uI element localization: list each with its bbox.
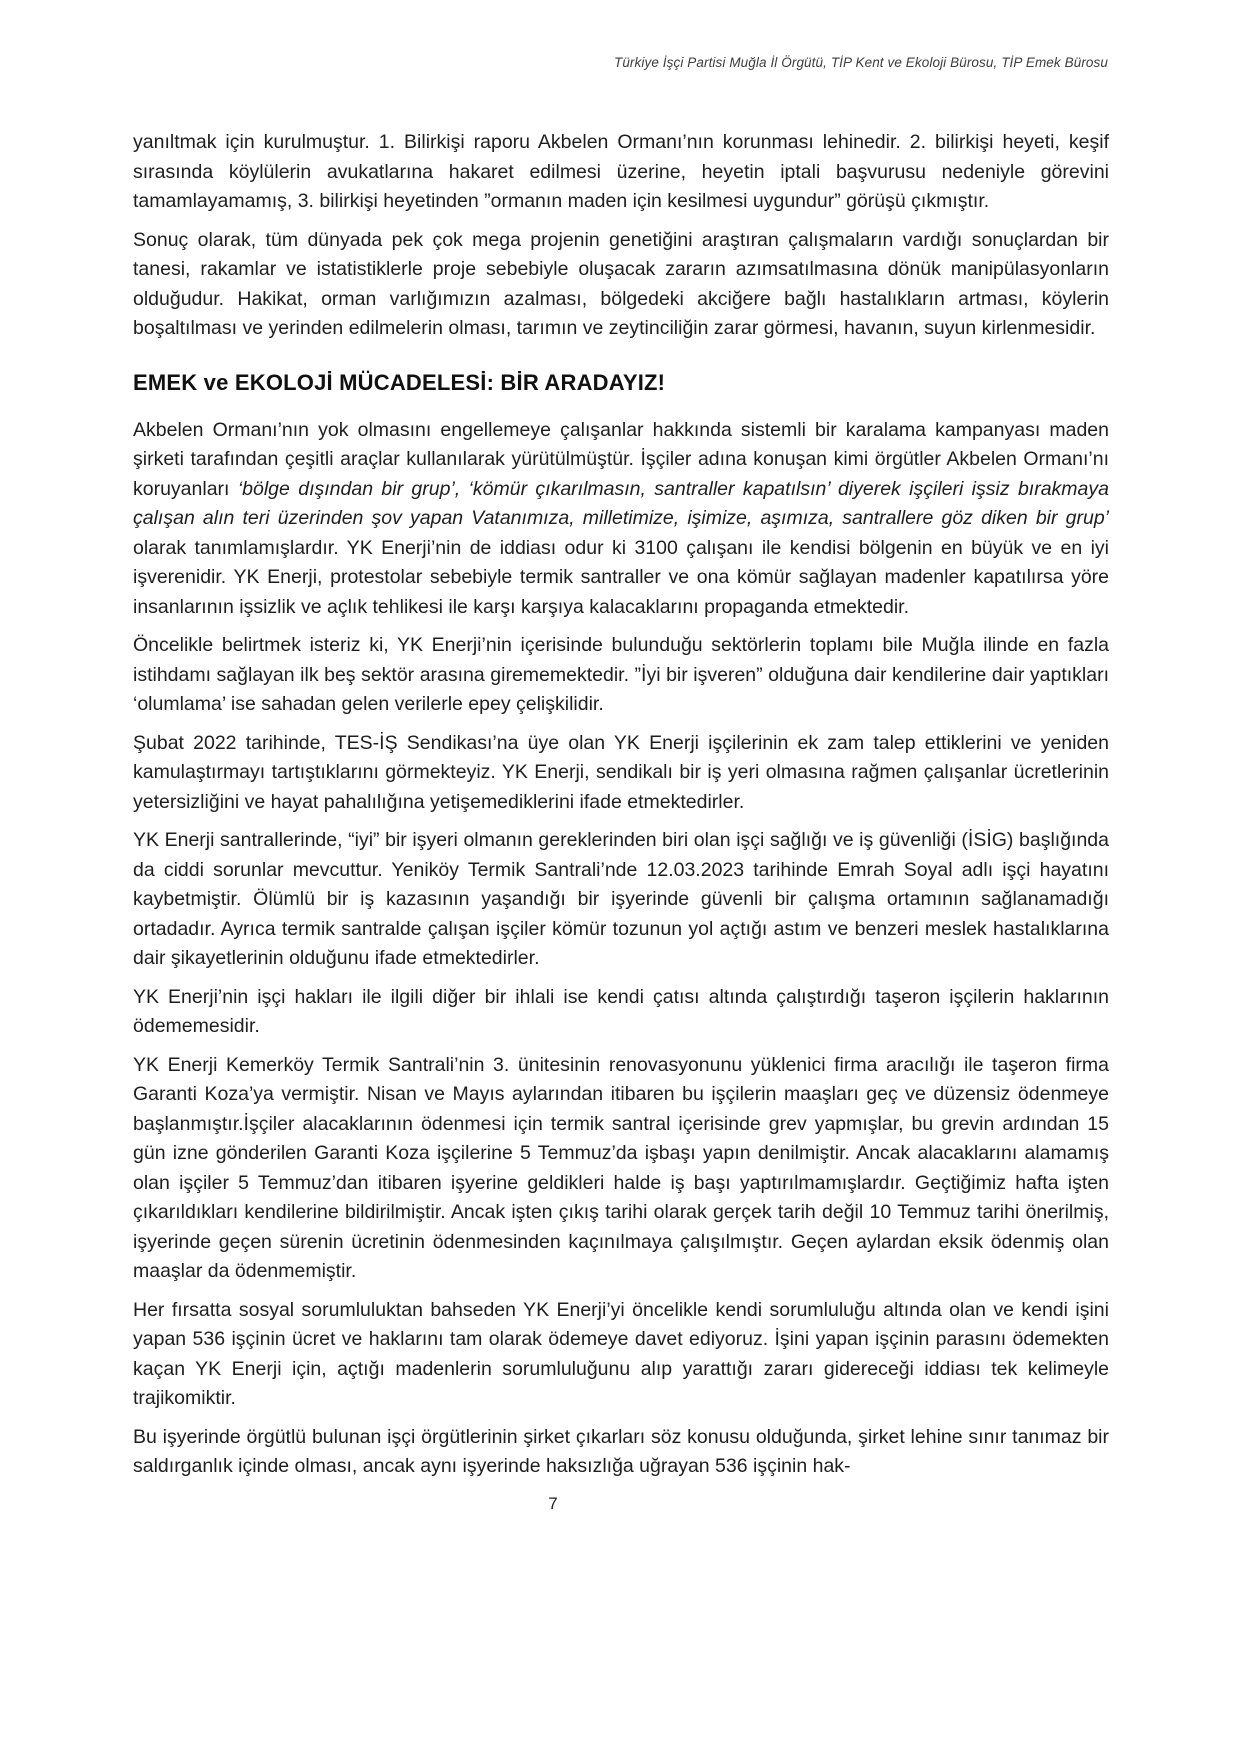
section-heading: EMEK ve EKOLOJİ MÜCADELESİ: BİR ARADAYIZ!	[133, 369, 666, 395]
paragraph	[133, 729, 1109, 818]
running-header: Türkiye İşçi Partisi Muğla İl Örgütü, TİP Kent ve Ekoloji Bürosu, TİP Emek Bürosu	[613, 55, 1108, 70]
page-number: 7	[548, 1494, 558, 1513]
text-run: Her fırsatta sosyal sorumluluktan bahseden YK Enerji’yi öncelikle kendi sorumluluğu altında olan ve kendi işini yapan 536 işçinin ücret ve haklarını tam olarak ödemeye davet ediyoruz. İşini yapan işçinin parasını ödemekten kaçan YK Enerji için, açtığı madenlerin sorumluluğunu alıp yarattığı zararı gidereceği iddiası tek kelimeyle trajikomiktir.	[133, 1298, 1109, 1409]
text-run: Öncelikle belirtmek isteriz ki, YK Enerji’nin içerisinde bulunduğu sektörlerin toplamı bile Muğla ilinde en fazla istihdamı sağlayan ilk beş sektör arasına girememektedir. ”İyi bir işveren” olduğuna dair kendilerine dair yaptıkları ‘olumlama’ ise sahadan gelen verilerle epey çelişkilidir.	[133, 634, 1109, 715]
text-run: olarak tanımlamışlardır. YK Enerji’nin de iddiası odur ki 3100 çalışanı ile kendisi bölgenin en büyük ve en iyi işverenidir. YK Enerji, protestolar sebebiyle termik santraller ve ona kömür sağlayan madenler kapatılırsa yöre insanlarının işsizlik ve açlık tehlikesi ile karşı karşıya kalacaklarını propaganda etmektedir.	[133, 536, 1109, 618]
paragraph	[133, 631, 1109, 720]
paragraph	[133, 1051, 1109, 1287]
text-run: YK Enerji’nin işçi hakları ile ilgili diğer bir ihlali ise kendi çatısı altında çalıştırdığı taşeron işçilerin haklarının ödememesidir.	[133, 985, 1109, 1037]
text-run: Şubat 2022 tarihinde, TES-İŞ Sendikası’na üye olan YK Enerji işçilerinin ek zam talep ettiklerini ve yeniden kamulaştırmayı tartıştıklarını görmekteyiz. YK Enerji, sendikalı bir iş yeri olmasına rağmen çalışanlar ücretlerinin yetersizliğini ve hayat pahalılığına yetişemediklerini ifade etmektedirler.	[133, 731, 1109, 813]
italic-text-run: ‘bölge dışından bir grup’, ‘kömür çıkarılmasın, santraller kapatılsın’ diyerek işçileri işsiz bırakmaya çalışan alın teri üzerinden şov yapan Vatanımıza, milletimize, işimize, aşımıza, santrallere göz diken bir grup’	[133, 477, 1109, 529]
paragraph	[133, 1296, 1109, 1414]
text-run: YK Enerji Kemerköy Termik Santrali’nin 3. ünitesinin renovasyonunu yüklenici firma aracılığı ile taşeron firma Garanti Koza’ya vermiştir. Nisan ve Mayıs aylarından itibaren bu işçilerin maaşları geç ve düzensiz ödenmeye başlanmıştır.İşçiler alacaklarının ödenmesi için termik santral içerisinde grev yapmışlar, bu grevin ardından 15 gün izne gönderilen Garanti Koza işçilerine 5 Temmuz’da işbaşı yapın denilmiştir. Ancak alacaklarını alamamış olan işçiler 5 Temmuz’dan itibaren işyerine geldikleri halde iş başı yaptırılmamışlardır. Geçtiğimiz hafta işten çıkarıldıkları kendilerine bildirilmiştir. Ancak işten çıkış tarihi olarak gerçek tarih değil 10 Temmuz tarihi önerilmiş, işyerinde geçen sürenin ücretinin ödenmesinden kaçınılmaya çalışılmıştır. Geçen aylardan eksik ödenmiş olan maaşlar da ödenmemiştir.	[133, 1053, 1109, 1282]
paragraph	[133, 983, 1109, 1042]
text-run: Bu işyerinde örgütlü bulunan işçi örgütlerinin şirket çıkarları söz konusu olduğunda, şirket lehine sınır tanımaz bir saldırganlık içinde olması, ancak aynı işyerinde haksızlığa uğrayan 536 işçinin hak-	[133, 1425, 1109, 1477]
paragraph	[133, 128, 1109, 217]
text-run: Akbelen Ormanı’nın yok olmasını engellemeye çalışanlar hakkında sistemli bir karalama kampanyası maden şirketi tarafından çeşitli araçlar kullanılarak yürütülmüştür. İşçiler adına konuşan kimi örgütler Akbelen Ormanı’nı koruyanları	[133, 418, 1109, 500]
text-run: Sonuç olarak, tüm dünyada pek çok mega projenin genetiğini araştıran çalışmaların vardığı sonuçlardan bir tanesi, rakamlar ve istatistiklerle proje sebebiyle oluşacak zararın azımsatılmasına dönük manipülasyonların olduğudur. Hakikat, orman varlığımızın azalması, bölgedeki akciğere bağlı hastalıkların artması, köylerin boşaltılması ve yerinden edilmelerin olması, tarımın ve zeytinciliğin zarar görmesi, havanın, suyun kirlenmesidir.	[133, 228, 1109, 339]
paragraph	[133, 416, 1109, 623]
paragraph	[133, 826, 1109, 974]
document-body	[133, 128, 1109, 1491]
text-run: yanıltmak için kurulmuştur. 1. Bilirkişi raporu Akbelen Ormanı’nın korunması lehinedir. 2. bilirkişi heyeti, keşif sırasında köylülerin avukatlarına hakaret edilmesi üzerine, heyetin iptali başvurusu nedeniyle görevini tamamlayamamış, 3. bilirkişi heyetinden ”ormanın maden için kesilmesi uygundur” görüşü çıkmıştır.	[133, 131, 1109, 212]
text-run: YK Enerji santrallerinde, “iyi” bir işyeri olmanın gereklerinden biri olan işçi sağlığı ve iş güvenliği (İSİG) başlığında da ciddi sorunlar mevcuttur. Yeniköy Termik Santrali’nde 12.03.2023 tarihinde Emrah Soyal adlı işçi hayatını kaybetmiştir. Ölümlü bir iş kazasının yaşandığı bir işyerinde güvenli bir çalışma ortamının sağlanamadığı ortadadır. Ayrıca termik santralde çalışan işçiler kömür tozunun yol açtığı astım ve benzeri meslek hastalıklarına dair şikayetlerinin olduğunu ifade etmektedirler.	[133, 829, 1109, 969]
paragraph	[133, 226, 1109, 344]
paragraph	[133, 1423, 1109, 1482]
